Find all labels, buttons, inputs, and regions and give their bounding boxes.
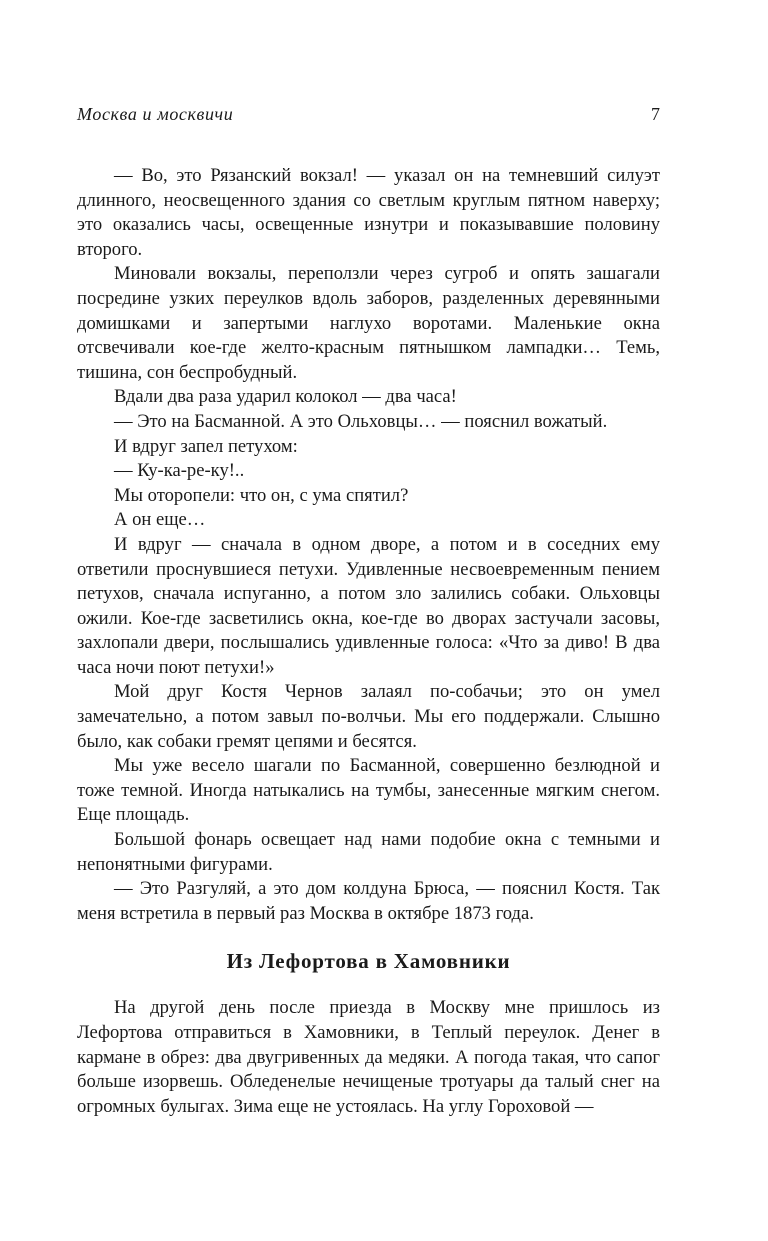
paragraph: Вдали два раза ударил колокол — два часа! [114,386,457,408]
paragraph: — Это на Басманной. А это Ольховцы… — пояснил вожатый. [114,410,608,432]
paragraph: Мы оторопели: что он, с ума спятил? [114,484,409,506]
section-heading: Из Лефортова в Хамовники [226,949,511,974]
paragraph: — Во, это Рязанский вокзал! — указал он на темневший силуэт длинного, неосвещенного здания со светлым круглым пятном наверху; это оказались часы, освещенные изнутри и показывавшие половину второго. [77,165,660,260]
paragraph: Миновали вокзалы, переползли через сугроб и опять зашагали посредине узких переулков вдоль заборов, разделенных деревянными домишками и запертыми наглухо воротами. Маленькие окна отсвечивали кое-где желто-красным пятнышком лампадки… Темь, тишина, сон беспробудный. [77,263,660,383]
paragraph: И вдруг запел петухом: [114,435,298,457]
paragraph: Мы уже весело шагали по Басманной, совершенно безлюдной и тоже темной. Иногда натыкались на тумбы, занесенные мягким снегом. Еще площадь. [77,755,660,826]
body-text [77,164,660,1119]
running-title: Москва и москвичи [77,104,234,124]
paragraph: Мой друг Костя Чернов залаял по-собачьи; это он умел замечательно, а потом завыл по-волчьи. Мы его поддержали. Слышно было, как собаки гремят цепями и бесятся. [77,681,660,752]
paragraph: — Ку-ка-ре-ку!.. [114,460,245,482]
page-header [77,104,660,132]
paragraph: А он еще… [114,509,206,531]
paragraph: И вдруг — сначала в одном дворе, а потом и в соседних ему ответили проснувшиеся петухи. Удивленные несвоевременным пением петухов, сначала испуганно, а потом зло залились собаки. Ольховцы ожили. Кое-где засветились окна, кое-где во дворах застучали засовы, захлопали двери, послышались удивленные голоса: «Что за диво! В два часа ночи поют петухи!» [77,533,660,678]
paragraph: — Это Разгуляй, а это дом колдуна Брюса, — пояснил Костя. Так меня встретила в первый раз Москва в октябре 1873 года. [77,878,660,924]
paragraph: Большой фонарь освещает над нами подобие окна с темными и непонятными фигурами. [77,829,660,875]
page-number: 7 [651,104,660,124]
paragraph: На другой день после приезда в Москву мне пришлось из Лефортова отправиться в Хамовники, в Теплый переулок. Денег в кармане в обрез: два двугривенных да медяки. А погода такая, что сапог больше изорвешь. Обледенелые нечищеные тротуары да талый снег на огромных булыгах. Зима еще не устоялась. На углу Гороховой — [77,997,660,1117]
